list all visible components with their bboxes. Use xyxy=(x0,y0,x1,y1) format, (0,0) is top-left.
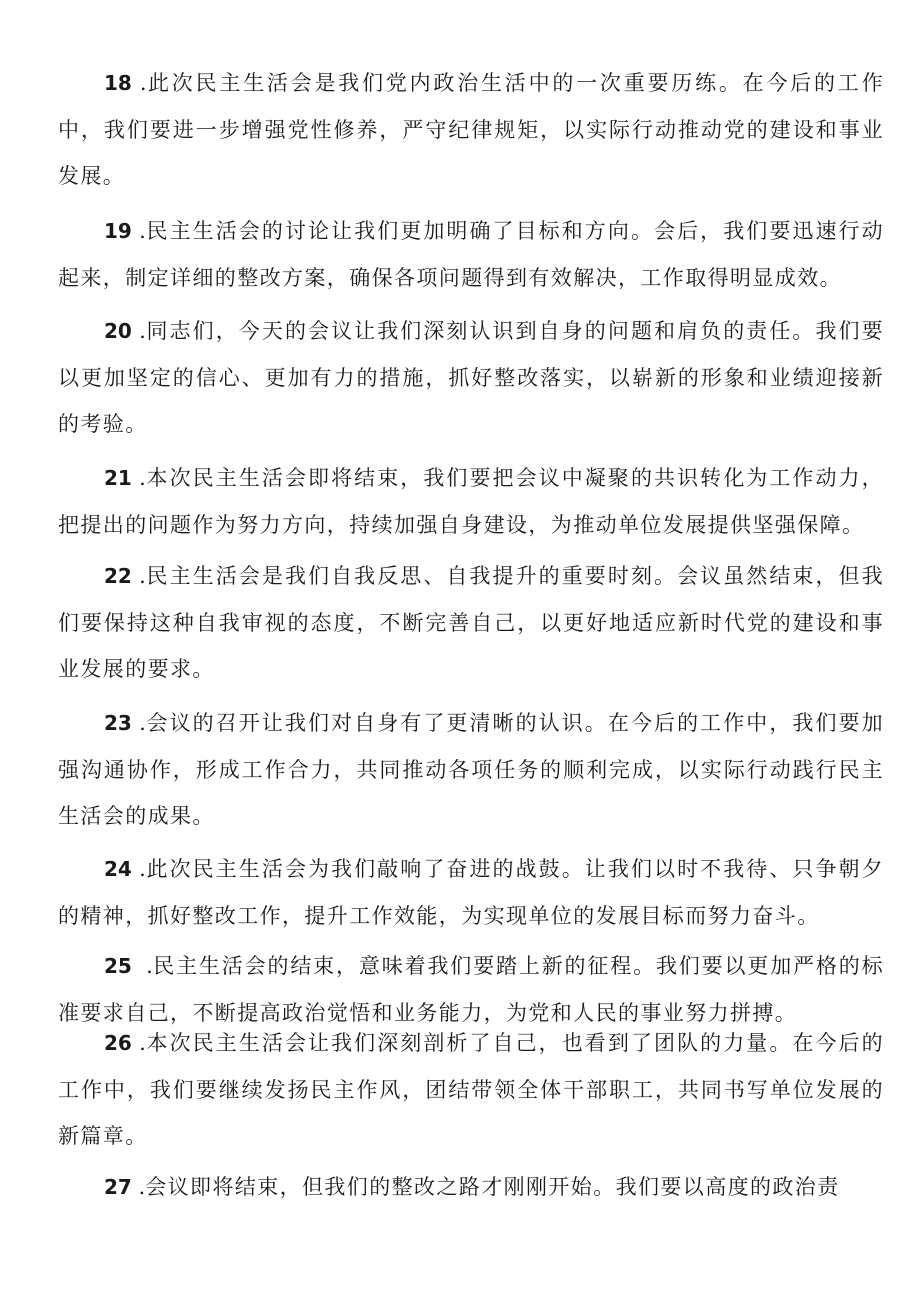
paragraph-text: 会议的召开让我们对自身有了更清晰的认识。在今后的工作中，我们要加强沟通协作，形成工作合力，共同推动各项任务的顺利完成，以实际行动践行民主生活会的成果。 xyxy=(58,711,885,829)
item-number: 21 xyxy=(104,466,132,490)
item-number: 20 xyxy=(104,319,132,343)
item-separator: . xyxy=(131,1175,146,1199)
item-number: 18 xyxy=(104,71,132,95)
paragraph-22 xyxy=(58,553,884,693)
item-separator: . xyxy=(131,1031,146,1055)
paragraph-text: 本次民主生活会即将结束，我们要把会议中凝聚的共识转化为工作动力，把提出的问题作为努力方向，持续加强自身建设，为推动单位发展提供坚强保障。 xyxy=(58,466,885,537)
item-number: 25 xyxy=(104,954,132,978)
item-number: 27 xyxy=(104,1175,132,1199)
paragraph-18 xyxy=(58,60,884,200)
item-separator: . xyxy=(131,857,146,881)
paragraph-text: 本次民主生活会让我们深刻剖析了自己，也看到了团队的力量。在今后的工作中，我们要继续发扬民主作风，团结带领全体干部职工，共同书写单位发展的新篇章。 xyxy=(58,1031,885,1149)
paragraph-20 xyxy=(58,308,884,448)
item-number: 24 xyxy=(104,857,132,881)
item-separator: . xyxy=(131,219,146,243)
item-number: 23 xyxy=(104,711,132,735)
item-separator: . xyxy=(131,711,146,735)
paragraph-text: 此次民主生活会是我们党内政治生活中的一次重要历练。在今后的工作中，我们要进一步增强党性修养，严守纪律规矩，以实际行动推动党的建设和事业发展。 xyxy=(58,71,884,189)
paragraph-text: 民主生活会的讨论让我们更加明确了目标和方向。会后，我们要迅速行动起来，制定详细的整改方案，确保各项问题得到有效解决，工作取得明显成效。 xyxy=(58,219,885,290)
paragraph-26 xyxy=(58,1020,884,1160)
paragraph-27 xyxy=(58,1164,884,1211)
item-number: 19 xyxy=(104,219,132,243)
paragraph-text: 民主生活会的结束，意味着我们要踏上新的征程。我们要以更加严格的标准要求自己，不断提高政治觉悟和业务能力，为党和人民的事业努力拼搏。 xyxy=(58,954,885,1025)
paragraph-23 xyxy=(58,700,884,840)
paragraph-text: 民主生活会是我们自我反思、自我提升的重要时刻。会议虽然结束，但我们要保持这种自我审视的态度，不断完善自己，以更好地适应新时代党的建设和事业发展的要求。 xyxy=(58,564,885,682)
paragraph-19 xyxy=(58,208,884,301)
item-separator: . xyxy=(131,319,146,343)
item-number: 26 xyxy=(104,1031,132,1055)
item-separator: . xyxy=(131,954,153,978)
paragraph-24 xyxy=(58,846,884,939)
item-separator: . xyxy=(131,564,146,588)
paragraph-text: 会议即将结束，但我们的整改之路才刚刚开始。我们要以高度的政治责 xyxy=(145,1175,840,1199)
item-separator: . xyxy=(131,71,147,95)
item-separator: . xyxy=(131,466,146,490)
item-number: 22 xyxy=(104,564,132,588)
paragraph-text: 同志们，今天的会议让我们深刻认识到自身的问题和肩负的责任。我们要以更加坚定的信心、更加有力的措施，抓好整改落实，以崭新的形象和业绩迎接新的考验。 xyxy=(58,319,885,437)
paragraph-text: 此次民主生活会为我们敲响了奋进的战鼓。让我们以时不我待、只争朝夕的精神，抓好整改工作，提升工作效能，为实现单位的发展目标而努力奋斗。 xyxy=(58,857,885,928)
paragraph-21 xyxy=(58,455,884,548)
